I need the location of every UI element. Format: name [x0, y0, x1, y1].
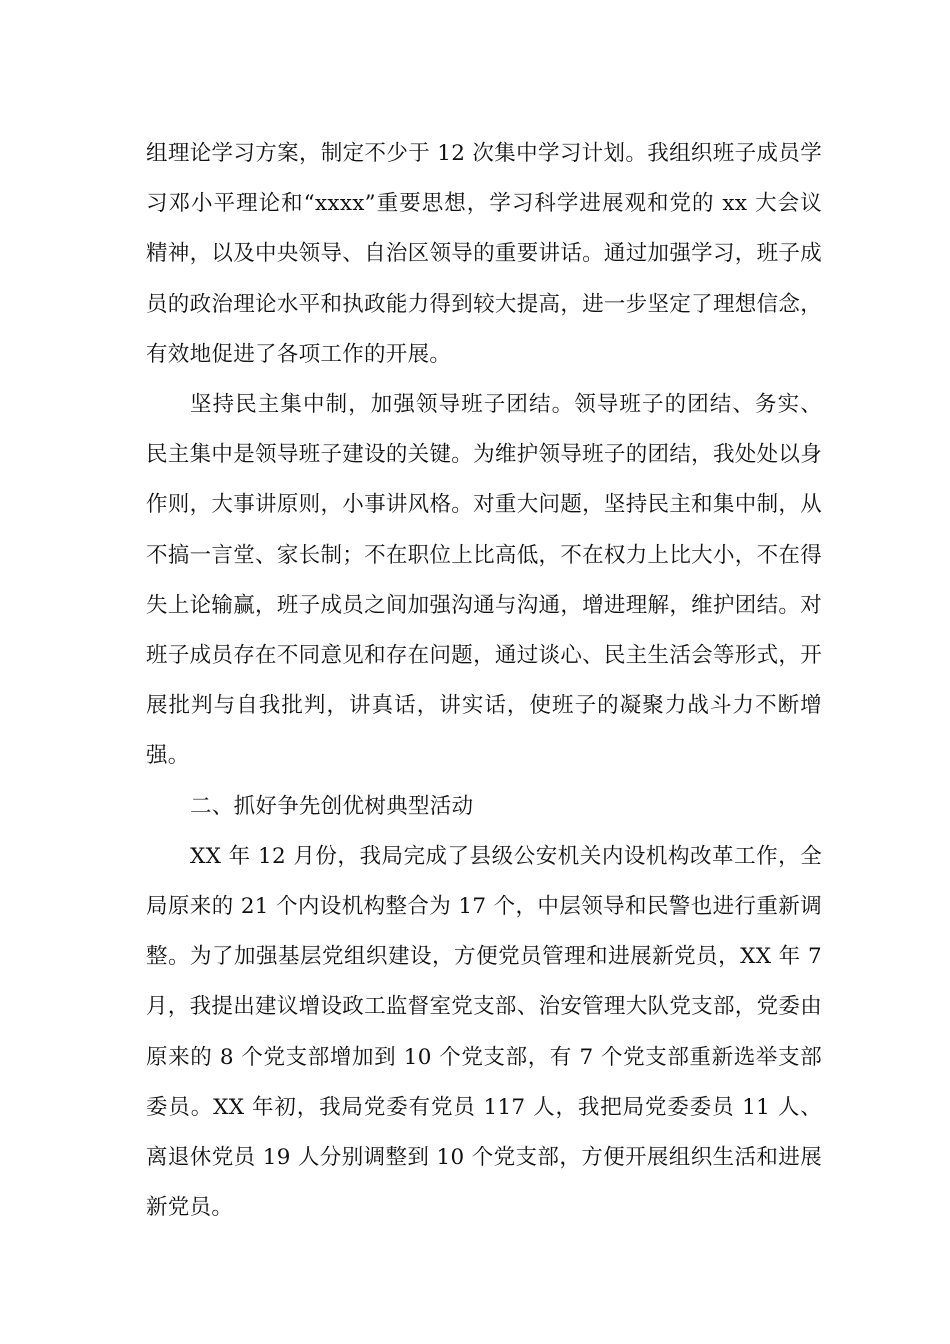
paragraph-democratic-centralism: 坚持民主集中制，加强领导班子团结。领导班子的团结、务实、民主集中是领导班子建设的关键。为维护领导班子的团结，我处处以身作则，大事讲原则，小事讲风格。对重大问题，坚持民主和集中制，从不搞一言堂、家长制；不在职位上比高低，不在权力上比大小，不在得失上论输赢，班子成员之间加强沟通与沟通，增进理解，维护团结。对班子成员存在不同意见和存在问题，通过谈心、民主生活会等形式，开展批判与自我批判，讲真话，讲实话，使班子的凝聚力战斗力不断增强。 — [146, 392, 822, 769]
section-heading: 二、抓好争先创优树典型活动 — [190, 793, 474, 819]
paragraph-party-branches: XX 年 12 月份，我局完成了县级公安机关内设机构改革工作，全局原来的 21 个内设机构整合为 17 个，中层领导和民警也进行重新调整。为了加强基层党组织建设，方便党员管理和进展新党员，XX 年 7 月，我提出建议增设政工监督室党支部、治安管理大队党支部，党委由原来的 8 个党支部增加到 10 个党支部，有 7 个党支部重新选举支部委员。XX 年初，我局党委有党员 117 人，我把局党委委员 11 人、离退休党员 19 人分别调整到 10 个党支部，方便开展组织生活和进展新党员。 — [146, 843, 822, 1221]
paragraph-study-plan: 组理论学习方案，制定不少于 12 次集中学习计划。我组织班子成员学习邓小平理论和“xxxx”重要思想，学习科学进展观和党的 xx 大会议精神，以及中央领导、自治区领导的重要讲话。通过加强学习，班子成员的政治理论水平和执政能力得到较大提高，进一步坚定了理想信念，有效地促进了各项工作的开展。 — [146, 141, 822, 367]
document-body — [146, 129, 822, 1233]
